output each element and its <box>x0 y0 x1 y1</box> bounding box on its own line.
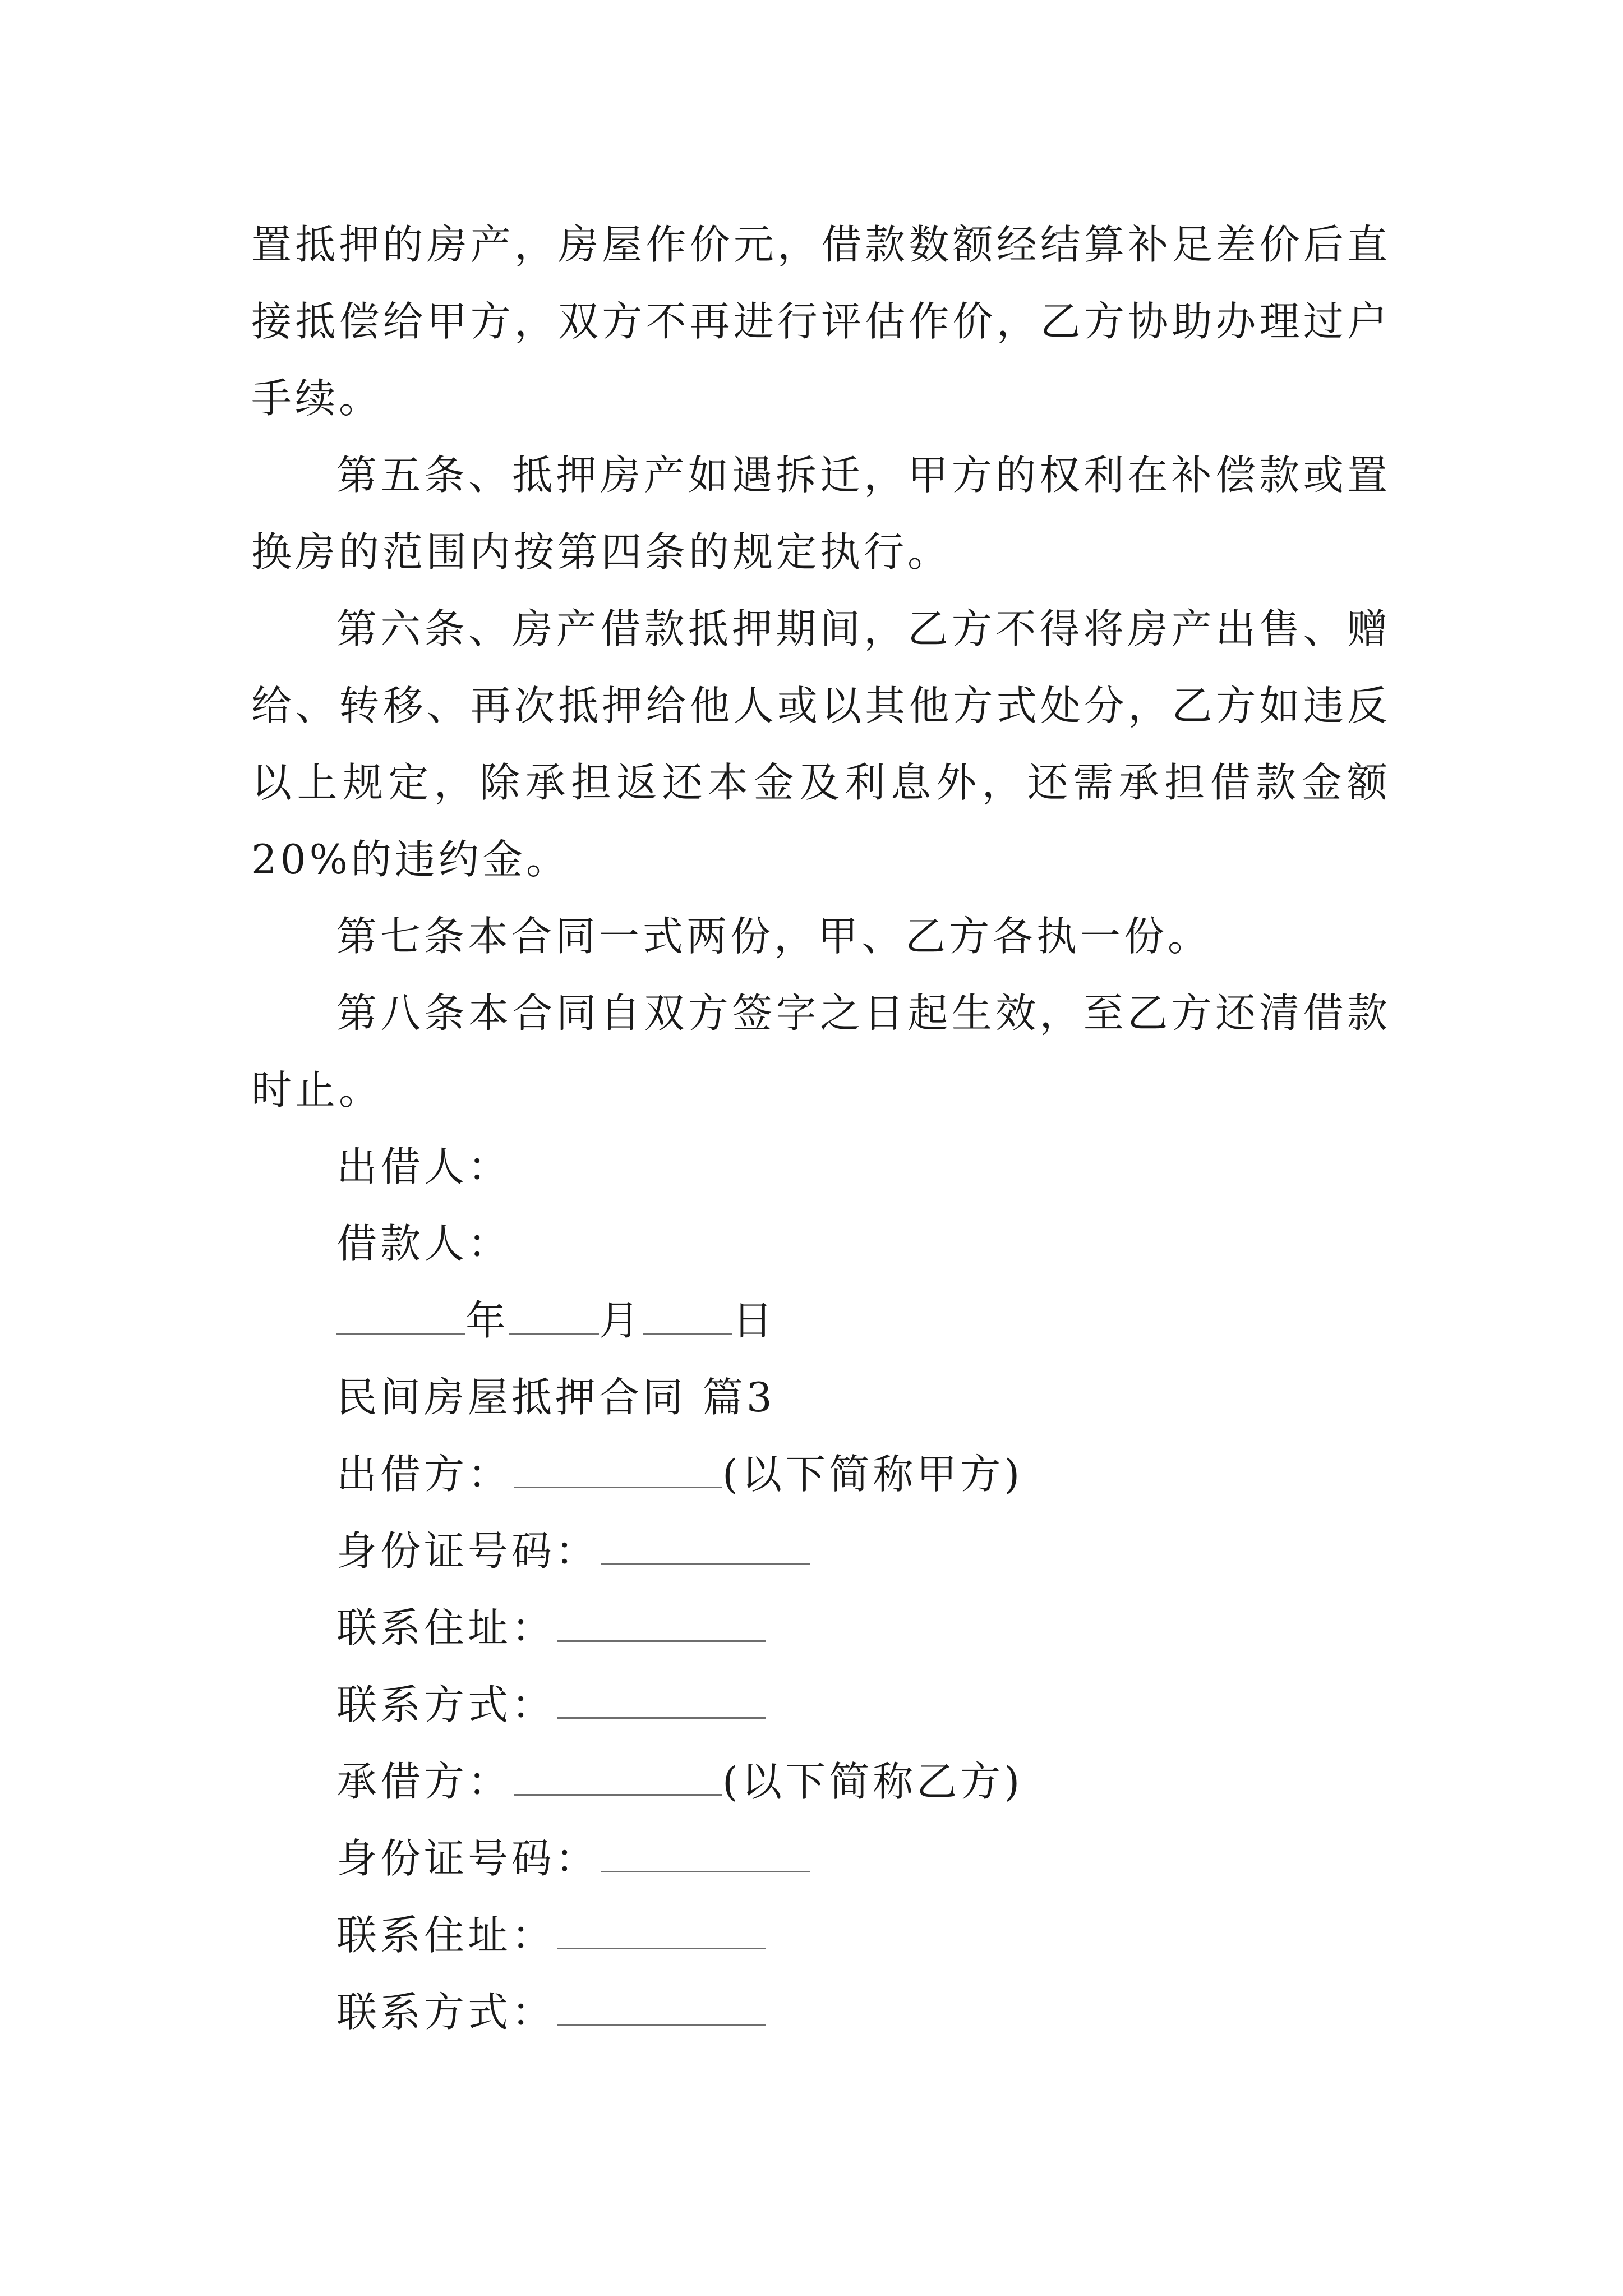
party-a-contact-label: 联系方式： <box>336 1681 556 1728</box>
party-b-id-label: 身份证号码： <box>336 1835 600 1882</box>
party-a-address-blank <box>557 1607 766 1642</box>
date-line <box>251 1282 1391 1359</box>
party-b-address-label: 联系住址： <box>336 1912 556 1959</box>
party-b-name-blank <box>514 1760 722 1796</box>
party-a-name-line <box>251 1436 1391 1513</box>
lender-label: 出借人： <box>336 1143 512 1190</box>
party-a-name-blank <box>514 1453 722 1488</box>
day-blank <box>643 1299 732 1335</box>
paragraph-article-8: 第八条本合同自双方签字之日起生效，至乙方还清借款时止。 <box>251 990 1391 1114</box>
year-label: 年 <box>465 1297 510 1344</box>
party-b-name-label: 承借方： <box>336 1758 512 1805</box>
party-a-name-suffix: (以下简称甲方) <box>722 1451 1023 1498</box>
party-b-contact-line <box>251 1974 1391 2051</box>
party-a-address-label: 联系住址： <box>336 1604 556 1651</box>
party-a-contact-line <box>251 1667 1391 1743</box>
borrower-label: 借款人： <box>336 1220 512 1267</box>
lender-signature-line <box>251 1129 1391 1205</box>
party-b-name-line <box>251 1743 1391 1820</box>
year-blank <box>336 1299 465 1335</box>
party-a-contact-blank <box>557 1683 766 1719</box>
party-a-id-label: 身份证号码： <box>336 1527 600 1575</box>
party-b-address-blank <box>557 1914 766 1949</box>
day-label: 日 <box>732 1297 777 1344</box>
party-b-name-suffix: (以下简称乙方) <box>722 1758 1023 1805</box>
paragraph-continuation: 置抵押的房产，房屋作价元，借款数额经结算补足差价后直接抵偿给甲方，双方不再进行评估作价，乙方协助办理过户手续。 <box>251 221 1391 422</box>
party-b-id-line <box>251 1820 1391 1897</box>
month-blank <box>509 1299 599 1335</box>
party-b-id-blank <box>601 1837 810 1872</box>
paragraph-article-7: 第七条本合同一式两份，甲、乙方各执一份。 <box>336 913 1212 960</box>
month-label: 月 <box>599 1297 643 1344</box>
paragraph-article-5: 第五条、抵押房产如遇拆迁，甲方的权利在补偿款或置换房的范围内按第四条的规定执行。 <box>251 452 1391 576</box>
section-title: 民间房屋抵押合同 篇3 <box>336 1374 776 1421</box>
party-b-contact-blank <box>557 1991 766 2026</box>
party-b-contact-label: 联系方式： <box>336 1989 556 2036</box>
contract-body <box>251 206 1391 2051</box>
party-b-address-line <box>251 1897 1391 1974</box>
party-a-name-label: 出借方： <box>336 1451 512 1498</box>
party-a-id-blank <box>601 1530 810 1565</box>
party-a-id-line <box>251 1513 1391 1590</box>
borrower-signature-line <box>251 1205 1391 1282</box>
party-a-address-line <box>251 1590 1391 1667</box>
paragraph-article-6: 第六条、房产借款抵押期间，乙方不得将房产出售、赠给、转移、再次抵押给他人或以其他方式处分，乙方如违反以上规定，除承担返还本金及利息外，还需承担借款金额20%的违约金。 <box>251 605 1391 883</box>
